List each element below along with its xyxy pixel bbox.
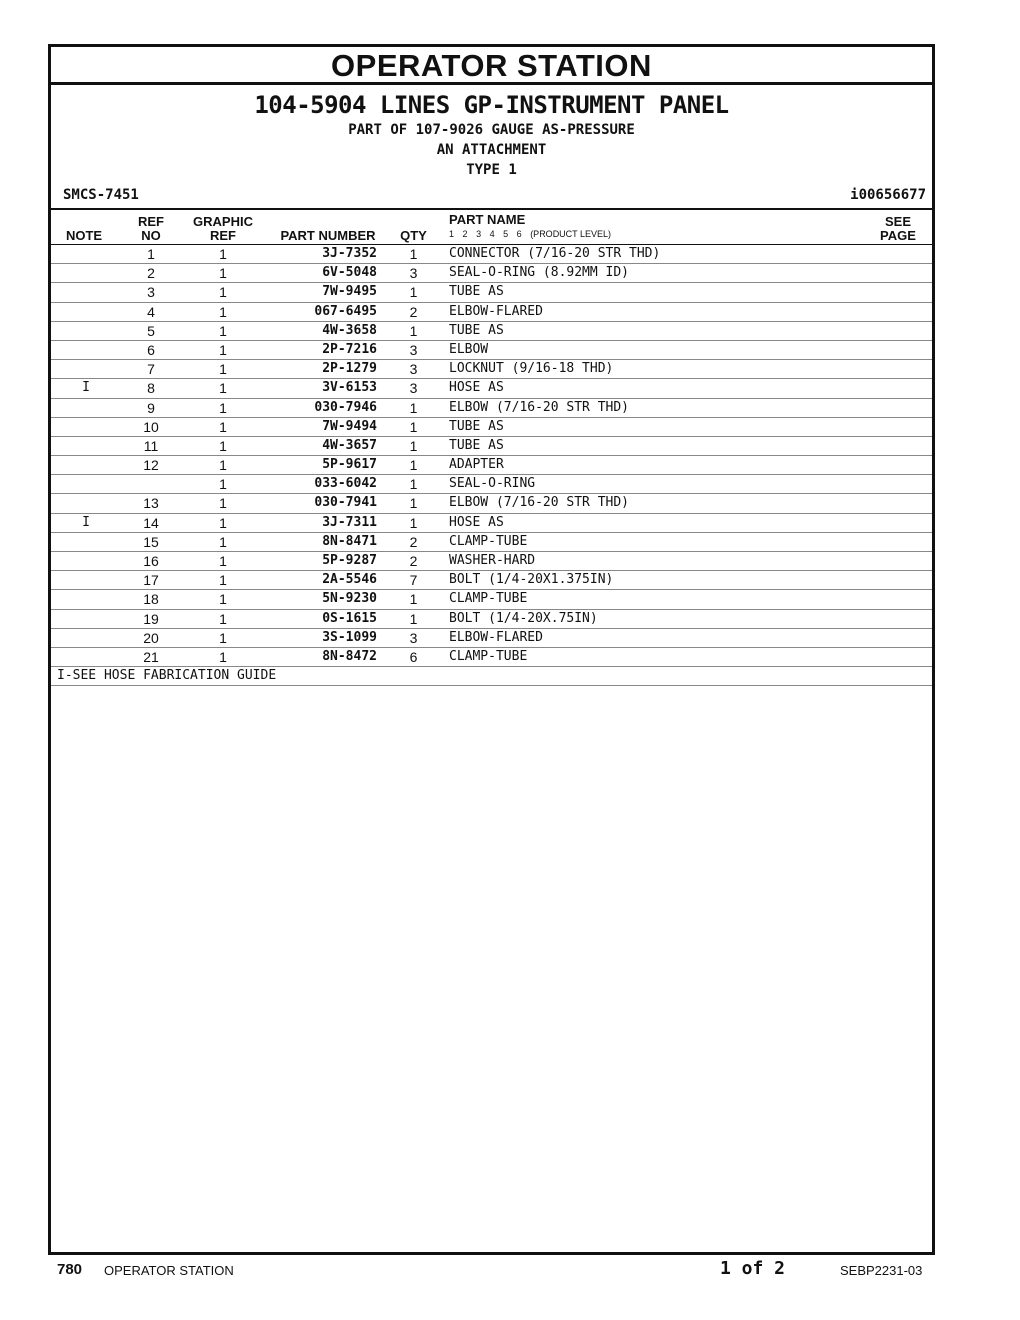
part-name-cell: SEAL-O-RING	[449, 476, 536, 492]
parts-page-frame	[48, 44, 935, 1255]
header-divider	[51, 208, 932, 210]
ref-no-cell: 13	[143, 495, 159, 512]
graphic-ref-cell: 1	[219, 457, 227, 474]
graphic-ref-cell: 1	[219, 437, 227, 454]
table-row	[51, 456, 932, 475]
ref-no-cell: 19	[143, 610, 159, 627]
part-number-cell: 7W-9495	[322, 284, 377, 300]
product-level: 2	[462, 229, 468, 239]
part-name-cell: ELBOW-FLARED	[449, 303, 543, 319]
part-number-cell: 3V-6153	[322, 380, 377, 396]
ref-no-cell: 14	[143, 514, 159, 531]
qty-cell: 3	[409, 629, 418, 646]
ref-no-cell: 10	[143, 418, 159, 435]
part-number-cell: 6V-5048	[322, 265, 377, 281]
graphic-ref-cell: 1	[219, 591, 227, 608]
graphic-ref-cell: 1	[219, 495, 227, 512]
table-row	[51, 590, 932, 609]
graphic-ref-cell: 1	[219, 476, 227, 493]
graphic-ref-cell: 1	[219, 284, 227, 301]
col-header-part-number: PART NUMBER	[280, 228, 376, 243]
part-number-cell: 4W-3658	[322, 322, 377, 338]
graphic-ref-cell: 1	[219, 553, 227, 569]
footer-section-name: OPERATOR STATION	[104, 1263, 234, 1278]
table-row	[51, 399, 932, 418]
col-header-graphic-ref: REF	[210, 228, 236, 243]
col-header-note: NOTE	[65, 228, 103, 243]
part-number-cell: 5P-9287	[322, 553, 377, 568]
part-number-cell: 030-7946	[314, 399, 377, 415]
parts-table	[51, 245, 932, 686]
qty-cell: 1	[409, 457, 418, 474]
product-level: 4	[489, 229, 495, 239]
ref-no-cell: 3	[147, 284, 155, 301]
ref-no-cell: 9	[147, 399, 155, 416]
table-row	[51, 475, 932, 494]
part-name-cell: TUBE AS	[449, 322, 504, 338]
graphic-ref-cell: 1	[219, 341, 227, 358]
table-row	[51, 360, 932, 379]
product-level: 1	[449, 229, 455, 239]
ref-no-cell: 16	[143, 553, 159, 569]
part-number-cell: 030-7941	[314, 495, 377, 511]
ref-no-cell: 11	[143, 437, 159, 454]
qty-cell: 1	[409, 418, 418, 435]
qty-cell: 3	[409, 265, 418, 282]
ref-no-cell: 18	[143, 591, 159, 608]
table-row	[51, 418, 932, 437]
table-row	[51, 341, 932, 360]
note-cell: I	[82, 514, 90, 530]
part-number-cell: 3J-7311	[322, 514, 377, 530]
qty-cell: 1	[409, 322, 418, 339]
part-name-cell: ELBOW-FLARED	[449, 629, 543, 645]
footnote-text: I-SEE HOSE FABRICATION GUIDE	[57, 668, 277, 684]
graphic-ref-cell: 1	[219, 533, 227, 550]
qty-cell: 3	[409, 341, 418, 358]
ref-no-cell: 4	[147, 303, 155, 320]
part-name-cell: CONNECTOR (7/16-20 STR THD)	[449, 246, 661, 261]
product-level-label: (PRODUCT LEVEL)	[530, 229, 612, 239]
table-row	[51, 552, 932, 571]
table-row	[51, 610, 932, 629]
qty-cell: 1	[409, 437, 418, 454]
graphic-ref-cell: 1	[219, 418, 227, 435]
table-row	[51, 245, 932, 264]
qty-cell: 7	[409, 572, 418, 589]
part-name-cell: ELBOW (7/16-20 STR THD)	[449, 495, 630, 511]
part-name-cell: HOSE AS	[449, 514, 504, 530]
footer-page-count: 1 of 2	[720, 1258, 786, 1279]
part-number-cell: 3S-1099	[322, 629, 377, 645]
col-header-page: PAGE	[880, 228, 916, 243]
part-name-cell: HOSE AS	[449, 380, 504, 396]
part-number-cell: 5N-9230	[322, 591, 377, 607]
graphic-ref-cell: 1	[219, 303, 227, 320]
ref-no-cell: 12	[143, 457, 159, 474]
graphic-ref-cell: 1	[219, 265, 227, 282]
ref-no-cell: 1	[147, 246, 155, 262]
part-name-cell: BOLT (1/4-20X1.375IN)	[449, 572, 614, 588]
col-header-see: SEE	[884, 214, 911, 229]
footer-page-number: 780	[57, 1261, 83, 1278]
graphic-ref-cell: 1	[219, 361, 227, 378]
qty-cell: 2	[409, 303, 418, 320]
ref-no-cell: 15	[143, 533, 159, 550]
qty-cell: 1	[409, 399, 418, 416]
group-title: 104-5904 LINES GP-INSTRUMENT PANEL	[254, 91, 729, 119]
part-name-cell: TUBE AS	[449, 418, 504, 434]
table-row	[51, 437, 932, 456]
part-name-cell: WASHER-HARD	[449, 553, 536, 568]
graphic-ref-cell: 1	[219, 514, 227, 531]
table-row	[51, 648, 932, 667]
table-row	[51, 514, 932, 533]
col-header-qty: QTY	[400, 228, 427, 243]
part-number-cell: 067-6495	[314, 303, 377, 319]
part-name-cell: CLAMP-TUBE	[449, 591, 528, 607]
ref-no-cell: 20	[143, 629, 159, 646]
qty-cell: 1	[409, 514, 418, 531]
ref-no-cell: 21	[143, 648, 159, 665]
col-header-product-levels	[449, 229, 611, 239]
qty-cell: 1	[409, 476, 418, 493]
footnote-row	[51, 667, 932, 686]
part-number-cell: 033-6042	[314, 476, 377, 492]
part-name-cell: ADAPTER	[449, 457, 504, 473]
part-name-cell: CLAMP-TUBE	[449, 648, 528, 664]
table-row	[51, 629, 932, 648]
part-number-cell: 0S-1615	[322, 610, 377, 626]
qty-cell: 3	[409, 380, 418, 397]
table-row	[51, 322, 932, 341]
product-level: 5	[503, 229, 509, 239]
part-number-cell: 7W-9494	[322, 418, 377, 434]
part-name-cell: BOLT (1/4-20X.75IN)	[449, 610, 598, 626]
graphic-ref-cell: 1	[219, 629, 227, 646]
table-row	[51, 303, 932, 322]
table-row	[51, 494, 932, 513]
smcs-code: SMCS-7451	[63, 187, 139, 203]
qty-cell: 3	[409, 361, 418, 378]
graphic-ref-cell: 1	[219, 648, 227, 665]
graphic-ref-cell: 1	[219, 610, 227, 627]
illustration-id: i00656677	[850, 187, 926, 203]
qty-cell: 1	[409, 246, 418, 262]
part-name-cell: TUBE AS	[449, 284, 504, 300]
product-level: 3	[476, 229, 482, 239]
table-row	[51, 379, 932, 398]
table-row	[51, 533, 932, 552]
subtitle-line: PART OF 107-9026 GAUGE AS-PRESSURE	[348, 122, 635, 138]
qty-cell: 1	[409, 495, 418, 512]
note-cell: I	[82, 380, 90, 396]
table-row	[51, 264, 932, 283]
graphic-ref-cell: 1	[219, 322, 227, 339]
qty-cell: 1	[409, 610, 418, 627]
part-number-cell: 2P-1279	[322, 361, 377, 377]
ref-no-cell: 6	[147, 341, 155, 358]
table-row	[51, 571, 932, 590]
part-name-cell: TUBE AS	[449, 437, 504, 453]
part-number-cell: 8N-8472	[322, 648, 377, 664]
part-number-cell: 8N-8471	[322, 533, 377, 549]
graphic-ref-cell: 1	[219, 399, 227, 416]
subtitle-line: AN ATTACHMENT	[436, 142, 547, 158]
qty-cell: 1	[409, 591, 418, 608]
part-number-cell: 2A-5546	[322, 572, 377, 588]
part-number-cell: 5P-9617	[322, 457, 377, 473]
part-name-cell: LOCKNUT (9/16-18 THD)	[449, 361, 614, 377]
part-name-cell: ELBOW	[449, 341, 489, 357]
col-header-ref: REF	[138, 214, 164, 229]
part-name-cell: SEAL-O-RING (8.92MM ID)	[449, 265, 630, 281]
ref-no-cell: 5	[147, 322, 155, 339]
graphic-ref-cell: 1	[219, 380, 227, 397]
col-header-part-name: PART NAME	[449, 212, 526, 227]
subtitle-line: TYPE 1	[466, 162, 517, 178]
qty-cell: 1	[409, 284, 418, 301]
ref-no-cell: 8	[147, 380, 155, 397]
col-header-graphic: GRAPHIC	[193, 214, 253, 229]
graphic-ref-cell: 1	[219, 246, 227, 262]
footer-doc-number: SEBP2231-03	[840, 1263, 923, 1278]
part-number-cell: 3J-7352	[322, 246, 377, 261]
graphic-ref-cell: 1	[219, 572, 227, 589]
qty-cell: 6	[409, 648, 418, 665]
col-header-no: NO	[141, 228, 161, 243]
part-number-cell: 2P-7216	[322, 341, 377, 357]
product-level: 6	[516, 229, 522, 239]
ref-no-cell: 17	[143, 572, 159, 589]
table-row	[51, 283, 932, 302]
ref-no-cell: 7	[147, 361, 155, 378]
part-name-cell: CLAMP-TUBE	[449, 533, 528, 549]
section-title: OPERATOR STATION	[51, 47, 932, 85]
part-name-cell: ELBOW (7/16-20 STR THD)	[449, 399, 630, 415]
qty-cell: 2	[409, 553, 418, 569]
ref-no-cell: 2	[147, 265, 155, 282]
part-number-cell: 4W-3657	[322, 437, 377, 453]
qty-cell: 2	[409, 533, 418, 550]
